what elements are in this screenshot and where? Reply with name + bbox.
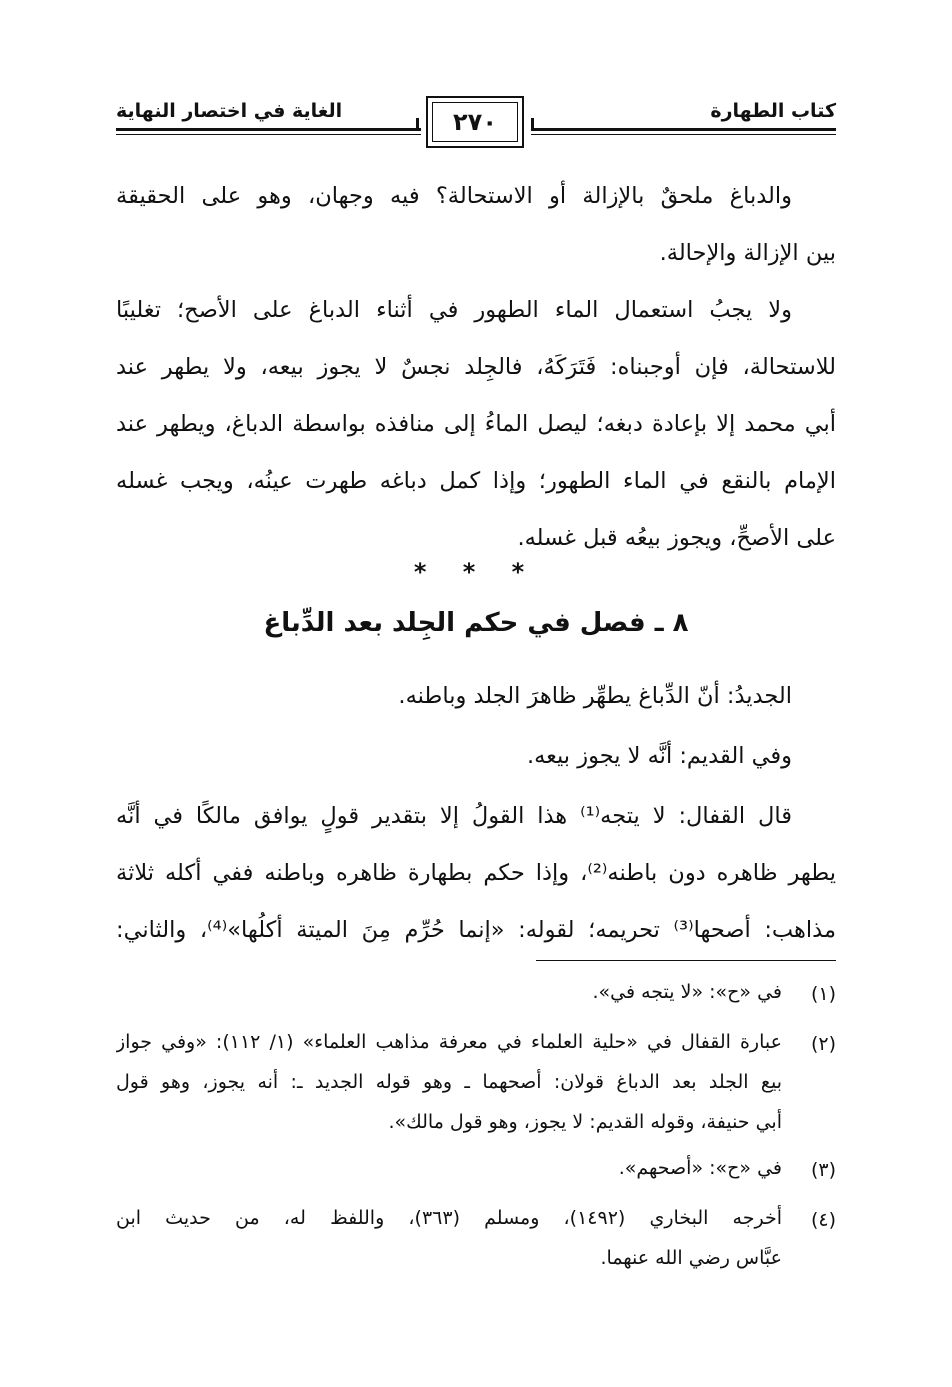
footnote-text: أخرجه البخاري (١٤٩٢)، ومسلم (٣٦٣)، واللفظ له، من حديث ابن [116,1207,782,1229]
text-line: وفي القديم: أنَّه لا يجوز بيعه. [526,743,792,769]
footnote-text: في «ح»: «لا يتجه في». [592,981,782,1003]
footnote-text: عبارة القفال في «حلية العلماء في معرفة مذاهب العلماء» (١/ ١١٢): «وفي جواز [116,1031,782,1053]
footnote-number: (١) [810,983,836,1005]
section-separator: * * * [413,558,539,586]
footnote-2 [116,1022,836,1142]
footnote-4 [116,1198,836,1278]
footnote-3 [116,1148,836,1192]
text-line: والدباغ ملحقٌ بالإزالة أو الاستحالة؟ فيه وجهان، وهو على الحقيقة [116,183,792,209]
text-line: قال القفال: لا يتجه⁽¹⁾ هذا القولُ إلا بتقدير قولٍ يوافق مالكًا في أنَّه [116,803,792,829]
text-line: على الأصحِّ، ويجوز بيعُه قبل غسله. [517,525,836,551]
page-number-box [426,96,524,148]
paragraph-1 [116,168,836,282]
paragraph-3 [116,668,836,725]
text-line: بين الإزالة والإحالة. [659,240,836,266]
text-line: يطهر ظاهره دون باطنه⁽²⁾، وإذا حكم بطهارة ظاهره وباطنه ففي أكله ثلاثة [116,860,836,886]
text-line: أبي محمد إلا بإعادة دبغه؛ ليصل الماءُ إلى منافذه بواسطة الدباغ، ويطهر عند [116,411,836,437]
footnotes [116,972,836,1278]
header-rule-left [116,128,421,131]
text-line: للاستحالة، فإن أوجبناه: فَتَرَكَهُ، فالجِلد نجسٌ لا يجوز بيعه، ولا يطهر عند [116,354,836,380]
paragraph-4 [116,728,836,785]
footnote-divider [536,960,836,961]
footnote-number: (٤) [810,1209,836,1231]
footnote-text: في «ح»: «أصحهم». [618,1157,782,1179]
footnote-text: أبي حنيفة، وقوله القديم: لا يجوز، وهو قول مالك». [388,1111,782,1133]
book-title: الغاية في اختصار النهاية [116,100,343,122]
footnote-number: (٣) [810,1159,836,1181]
text-line: الجديدُ: أنّ الدِّباغ يطهِّر ظاهرَ الجلد وباطنه. [398,683,792,709]
section-heading: ٨ ـ فصل في حكم الجِلد بعد الدِّباغ [263,608,689,638]
page-header [116,80,836,160]
header-rule-right [531,128,836,131]
footnote-number: (٢) [810,1033,836,1055]
text-line: ولا يجبُ استعمال الماء الطهور في أثناء الدباغ على الأصح؛ تغليبًا [116,297,792,323]
paragraph-5 [116,788,836,959]
page-number: ٢٧٠ [453,108,497,136]
footnote-text: عبَّاس رضي الله عنهما. [600,1247,782,1269]
text-line: الإمام بالنقع في الماء الطهور؛ وإذا كمل دباغه طهرت عينُه، ويجب غسله [116,468,836,494]
footnote-text: بيع الجلد بعد الدباغ قولان: أصحهما ـ وهو قوله الجديد ـ: أنه يجوز، وهو قول [116,1071,782,1093]
paragraph-2 [116,282,836,567]
text-line: مذاهب: أصحها⁽³⁾ تحريمه؛ لقوله: «إنما حُرِّم مِنَ الميتة أكلُها»⁽⁴⁾، والثاني: [116,917,836,943]
chapter-title: كتاب الطهارة [710,100,836,122]
footnote-1 [116,972,836,1016]
